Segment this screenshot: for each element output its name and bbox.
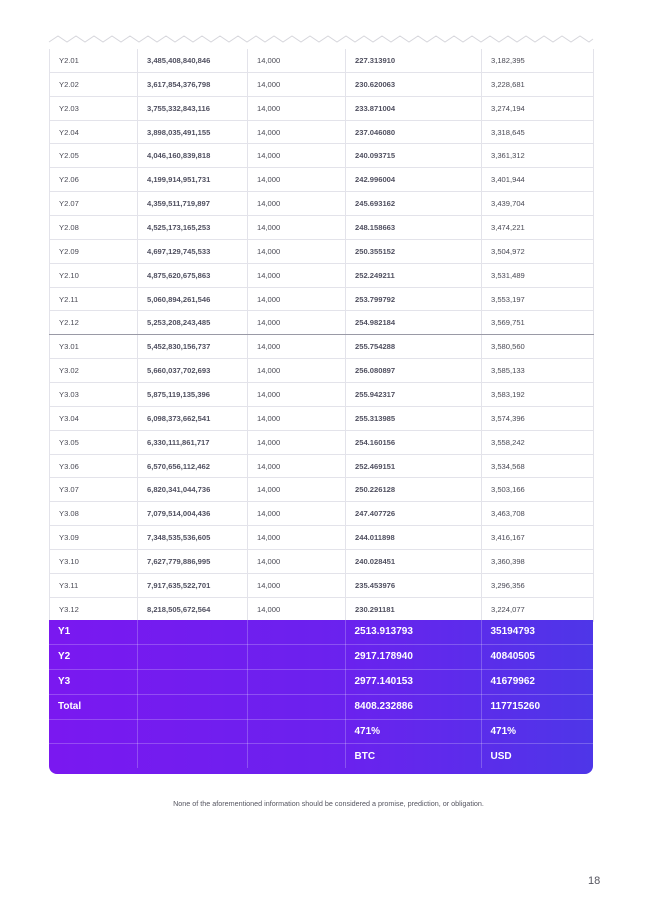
projection-table bbox=[49, 49, 593, 622]
summary-row bbox=[49, 620, 593, 644]
table-cell: 8,218,505,672,564 bbox=[138, 597, 248, 621]
summary-cell bbox=[137, 620, 247, 644]
torn-edge bbox=[0, 28, 657, 48]
table-row bbox=[50, 502, 594, 526]
table-cell: 250.226128 bbox=[346, 478, 482, 502]
summary-cell: BTC bbox=[345, 744, 481, 768]
summary-row bbox=[49, 644, 593, 669]
table-cell: 3,439,704 bbox=[482, 192, 594, 216]
table-cell: 14,000 bbox=[248, 192, 346, 216]
summary-panel bbox=[49, 620, 593, 774]
table-cell: 4,199,914,951,731 bbox=[138, 168, 248, 192]
table-cell: Y2.02 bbox=[50, 72, 138, 96]
table-cell: 5,253,208,243,485 bbox=[138, 311, 248, 335]
table-cell: 5,452,830,156,737 bbox=[138, 335, 248, 359]
table-cell: 14,000 bbox=[248, 526, 346, 550]
table-cell: Y2.07 bbox=[50, 192, 138, 216]
table-cell: 245.693162 bbox=[346, 192, 482, 216]
table-row bbox=[50, 383, 594, 407]
table-row bbox=[50, 72, 594, 96]
summary-cell bbox=[49, 719, 137, 744]
table-cell: 14,000 bbox=[248, 72, 346, 96]
summary-cell: 2977.140153 bbox=[345, 669, 481, 694]
table-row bbox=[50, 526, 594, 550]
summary-row bbox=[49, 669, 593, 694]
table-row bbox=[50, 335, 594, 359]
table-cell: 3,228,681 bbox=[482, 72, 594, 96]
summary-cell bbox=[247, 694, 345, 719]
table-cell: 235.453976 bbox=[346, 573, 482, 597]
summary-cell: 2917.178940 bbox=[345, 644, 481, 669]
summary-body bbox=[49, 620, 593, 768]
summary-row bbox=[49, 719, 593, 744]
table-cell: Y2.08 bbox=[50, 216, 138, 240]
table-cell: Y2.11 bbox=[50, 287, 138, 311]
table-cell: Y2.05 bbox=[50, 144, 138, 168]
table-cell: 14,000 bbox=[248, 144, 346, 168]
table-row bbox=[50, 120, 594, 144]
table-cell: 3,583,192 bbox=[482, 383, 594, 407]
table-row bbox=[50, 49, 594, 72]
table-cell: 3,503,166 bbox=[482, 478, 594, 502]
summary-cell bbox=[247, 669, 345, 694]
table-cell: 254.160156 bbox=[346, 430, 482, 454]
table-cell: 3,463,708 bbox=[482, 502, 594, 526]
table-cell: 5,875,119,135,396 bbox=[138, 383, 248, 407]
table-cell: 4,525,173,165,253 bbox=[138, 216, 248, 240]
table-cell: 3,318,645 bbox=[482, 120, 594, 144]
table-cell: Y2.01 bbox=[50, 49, 138, 72]
table-cell: 3,504,972 bbox=[482, 239, 594, 263]
table-cell: Y3.09 bbox=[50, 526, 138, 550]
summary-cell: Y3 bbox=[49, 669, 137, 694]
table-cell: 14,000 bbox=[248, 573, 346, 597]
summary-cell: 2513.913793 bbox=[345, 620, 481, 644]
table-row bbox=[50, 168, 594, 192]
summary-cell: 35194793 bbox=[481, 620, 593, 644]
table-row bbox=[50, 573, 594, 597]
table-cell: 6,098,373,662,541 bbox=[138, 406, 248, 430]
summary-cell: 8408.232886 bbox=[345, 694, 481, 719]
table-cell: 3,617,854,376,798 bbox=[138, 72, 248, 96]
table-row bbox=[50, 454, 594, 478]
table-row bbox=[50, 550, 594, 574]
table-cell: 3,360,398 bbox=[482, 550, 594, 574]
table-row bbox=[50, 478, 594, 502]
summary-cell bbox=[49, 744, 137, 768]
table-cell: Y3.06 bbox=[50, 454, 138, 478]
table-row bbox=[50, 287, 594, 311]
summary-cell bbox=[247, 644, 345, 669]
summary-cell: Y1 bbox=[49, 620, 137, 644]
table-cell: Y2.10 bbox=[50, 263, 138, 287]
table-row bbox=[50, 359, 594, 383]
table-cell: 230.291181 bbox=[346, 597, 482, 621]
table-cell: 14,000 bbox=[248, 96, 346, 120]
table-cell: Y2.06 bbox=[50, 168, 138, 192]
table-cell: 3,474,221 bbox=[482, 216, 594, 240]
table-cell: 14,000 bbox=[248, 502, 346, 526]
table-cell: 252.469151 bbox=[346, 454, 482, 478]
table-cell: 3,224,077 bbox=[482, 597, 594, 621]
table-cell: 14,000 bbox=[248, 597, 346, 621]
table-row bbox=[50, 263, 594, 287]
table-cell: 233.871004 bbox=[346, 96, 482, 120]
table-cell: 14,000 bbox=[248, 478, 346, 502]
table-cell: 7,348,535,536,605 bbox=[138, 526, 248, 550]
table-cell: 256.080897 bbox=[346, 359, 482, 383]
table-row bbox=[50, 216, 594, 240]
table-cell: 248.158663 bbox=[346, 216, 482, 240]
disclaimer: None of the aforementioned information should be considered a promise, prediction, or obligation. bbox=[173, 799, 484, 808]
summary-cell bbox=[247, 744, 345, 768]
summary-cell: Total bbox=[49, 694, 137, 719]
table-cell: 240.093715 bbox=[346, 144, 482, 168]
table-row bbox=[50, 192, 594, 216]
table-cell: 242.996004 bbox=[346, 168, 482, 192]
table-cell: 14,000 bbox=[248, 359, 346, 383]
table-cell: 3,574,396 bbox=[482, 406, 594, 430]
table-row bbox=[50, 597, 594, 621]
table-cell: 250.355152 bbox=[346, 239, 482, 263]
table-cell: 3,182,395 bbox=[482, 49, 594, 72]
table-cell: 14,000 bbox=[248, 168, 346, 192]
table-cell: 7,627,779,886,995 bbox=[138, 550, 248, 574]
table-cell: 14,000 bbox=[248, 120, 346, 144]
table-cell: 3,585,133 bbox=[482, 359, 594, 383]
table-cell: 3,485,408,840,846 bbox=[138, 49, 248, 72]
table-cell: 3,296,356 bbox=[482, 573, 594, 597]
table-cell: Y3.07 bbox=[50, 478, 138, 502]
summary-cell bbox=[137, 644, 247, 669]
summary-cell: 40840505 bbox=[481, 644, 593, 669]
summary-cell: USD bbox=[490, 750, 512, 762]
summary-cell bbox=[137, 694, 247, 719]
table-cell: 14,000 bbox=[248, 263, 346, 287]
table-cell: 6,330,111,861,717 bbox=[138, 430, 248, 454]
summary-cell: 117715260 bbox=[481, 694, 593, 719]
table-cell: Y3.03 bbox=[50, 383, 138, 407]
table-cell: Y2.03 bbox=[50, 96, 138, 120]
table-cell: 3,569,751 bbox=[482, 311, 594, 335]
table-cell: 3,361,312 bbox=[482, 144, 594, 168]
table-cell: 4,046,160,839,818 bbox=[138, 144, 248, 168]
table-cell: 3,274,194 bbox=[482, 96, 594, 120]
table-row bbox=[50, 311, 594, 335]
table-cell: 254.982184 bbox=[346, 311, 482, 335]
table-cell: 247.407726 bbox=[346, 502, 482, 526]
summary-cell: 471% bbox=[345, 719, 481, 744]
table-cell: 3,580,560 bbox=[482, 335, 594, 359]
table-cell: Y3.01 bbox=[50, 335, 138, 359]
table-cell: Y3.10 bbox=[50, 550, 138, 574]
table-cell: 14,000 bbox=[248, 216, 346, 240]
table-cell: 14,000 bbox=[248, 311, 346, 335]
table-cell: Y3.11 bbox=[50, 573, 138, 597]
table-cell: 255.313985 bbox=[346, 406, 482, 430]
table-cell: 3,401,944 bbox=[482, 168, 594, 192]
table-cell: Y2.12 bbox=[50, 311, 138, 335]
table-cell: 227.313910 bbox=[346, 49, 482, 72]
table-cell: Y3.05 bbox=[50, 430, 138, 454]
table-cell: Y3.12 bbox=[50, 597, 138, 621]
table-row bbox=[50, 144, 594, 168]
table-cell: 14,000 bbox=[248, 406, 346, 430]
table-cell: 6,570,656,112,462 bbox=[138, 454, 248, 478]
summary-row bbox=[49, 744, 593, 768]
table-cell: 255.942317 bbox=[346, 383, 482, 407]
table-cell: 3,416,167 bbox=[482, 526, 594, 550]
table-body bbox=[50, 49, 594, 621]
table-row bbox=[50, 430, 594, 454]
table-cell: 14,000 bbox=[248, 287, 346, 311]
table-cell: Y2.04 bbox=[50, 120, 138, 144]
table-cell: 5,660,037,702,693 bbox=[138, 359, 248, 383]
table-cell: 4,875,620,675,863 bbox=[138, 263, 248, 287]
table-cell: 14,000 bbox=[248, 239, 346, 263]
summary-cell bbox=[137, 719, 247, 744]
table-cell: 14,000 bbox=[248, 454, 346, 478]
table-cell: 14,000 bbox=[248, 335, 346, 359]
table-cell: 244.011898 bbox=[346, 526, 482, 550]
summary-cell bbox=[247, 719, 345, 744]
table-cell: 253.799792 bbox=[346, 287, 482, 311]
table-row bbox=[50, 96, 594, 120]
table-cell: 3,558,242 bbox=[482, 430, 594, 454]
summary-cell: 41679962 bbox=[481, 669, 593, 694]
table-cell: Y2.09 bbox=[50, 239, 138, 263]
table-cell: 14,000 bbox=[248, 430, 346, 454]
table-cell: 237.046080 bbox=[346, 120, 482, 144]
table-cell: 3,898,035,491,155 bbox=[138, 120, 248, 144]
table-row bbox=[50, 239, 594, 263]
table-cell: 252.249211 bbox=[346, 263, 482, 287]
table-cell: Y3.04 bbox=[50, 406, 138, 430]
table-cell: 255.754288 bbox=[346, 335, 482, 359]
table-cell: 230.620063 bbox=[346, 72, 482, 96]
summary-cell bbox=[137, 744, 247, 768]
page-number: 18 bbox=[588, 875, 601, 887]
table-cell: 14,000 bbox=[248, 383, 346, 407]
table-cell: 3,534,568 bbox=[482, 454, 594, 478]
table-cell: 7,917,635,522,701 bbox=[138, 573, 248, 597]
summary-cell: Y2 bbox=[49, 644, 137, 669]
summary-row bbox=[49, 694, 593, 719]
table-cell: 14,000 bbox=[248, 49, 346, 72]
summary-cell bbox=[247, 620, 345, 644]
table-cell: 7,079,514,004,436 bbox=[138, 502, 248, 526]
table-cell: Y3.02 bbox=[50, 359, 138, 383]
table-row bbox=[50, 406, 594, 430]
table-cell: 5,060,894,261,546 bbox=[138, 287, 248, 311]
summary-cell bbox=[137, 669, 247, 694]
table-cell: 6,820,341,044,736 bbox=[138, 478, 248, 502]
table-cell: Y3.08 bbox=[50, 502, 138, 526]
table-cell: 240.028451 bbox=[346, 550, 482, 574]
table-cell: 4,697,129,745,533 bbox=[138, 239, 248, 263]
summary-cell: 471% bbox=[481, 719, 593, 744]
table-cell: 4,359,511,719,897 bbox=[138, 192, 248, 216]
table-cell: 3,755,332,843,116 bbox=[138, 96, 248, 120]
table-cell: 3,531,489 bbox=[482, 263, 594, 287]
table-cell: 14,000 bbox=[248, 550, 346, 574]
table-cell: 3,553,197 bbox=[482, 287, 594, 311]
